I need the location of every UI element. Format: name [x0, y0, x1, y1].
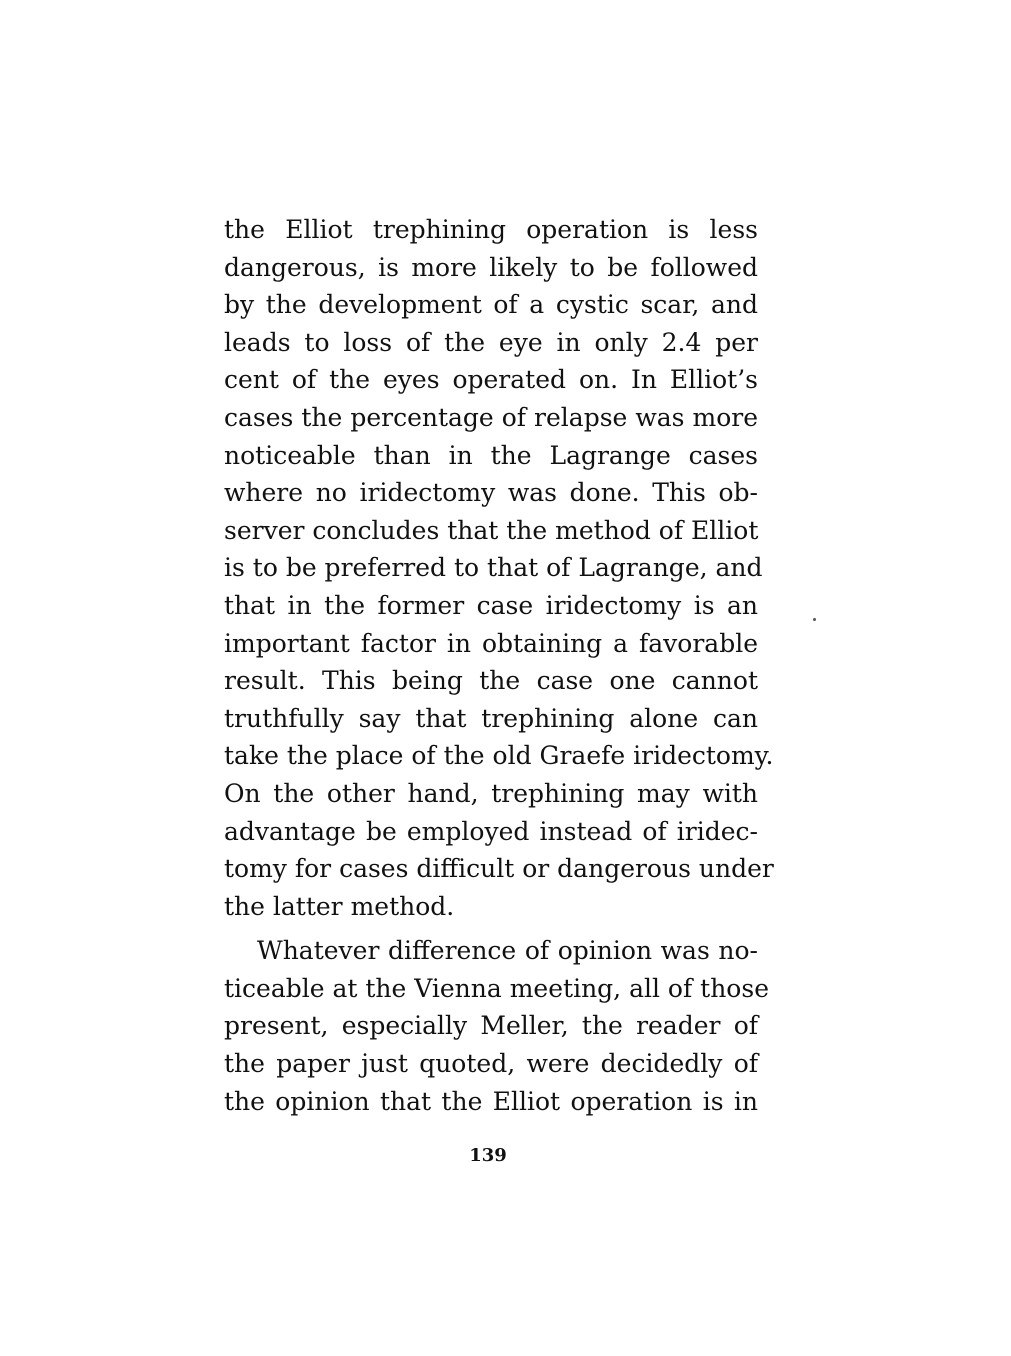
text-line: tomy for cases difficult or dangerous under: [224, 854, 774, 884]
text-line: cent of the eyes operated on. In Elliot’s: [224, 365, 758, 395]
text-line: take the place of the old Graefe iridectomy.: [224, 741, 774, 771]
paragraph-gap: [224, 925, 758, 932]
text-line: that in the former case iridectomy is an: [224, 590, 758, 620]
text-line: is to be preferred to that of Lagrange, and: [224, 553, 763, 583]
text-line: cases the percentage of relapse was more: [224, 402, 758, 432]
paragraph-2: [224, 932, 769, 1120]
text-line: present, especially Meller, the reader of: [224, 1011, 758, 1041]
text-line: important factor in obtaining a favorable: [224, 628, 758, 658]
text-line: ticeable at the Vienna meeting, all of those: [224, 973, 769, 1003]
text-line: by the development of a cystic scar, and: [224, 290, 758, 320]
page-number: 139: [469, 1145, 507, 1166]
text-line: the Elliot trephining operation is less: [224, 215, 758, 244]
text-line: On the other hand, trephining may with: [224, 778, 758, 808]
text-line: dangerous, is more likely to be followed: [224, 252, 758, 282]
text-line: Whatever difference of opinion was no-: [257, 936, 758, 966]
paragraph-1: [224, 211, 774, 925]
text-line: server concludes that the method of Elliot: [224, 515, 759, 545]
text-line: the latter method.: [224, 891, 455, 921]
text-line: advantage be employed instead of iridec-: [224, 816, 758, 846]
text-line: result. This being the case one cannot: [224, 666, 758, 696]
scan-speck: [813, 618, 816, 621]
text-line: truthfully say that trephining alone can: [224, 703, 758, 733]
text-line: leads to loss of the eye in only 2.4 per: [224, 327, 758, 357]
body-text: [224, 211, 774, 1120]
text-line: where no iridectomy was done. This ob-: [224, 478, 758, 508]
text-line: noticeable than in the Lagrange cases: [224, 440, 758, 470]
text-line: the opinion that the Elliot operation is in: [224, 1086, 758, 1116]
text-line: the paper just quoted, were decidedly of: [224, 1049, 758, 1079]
